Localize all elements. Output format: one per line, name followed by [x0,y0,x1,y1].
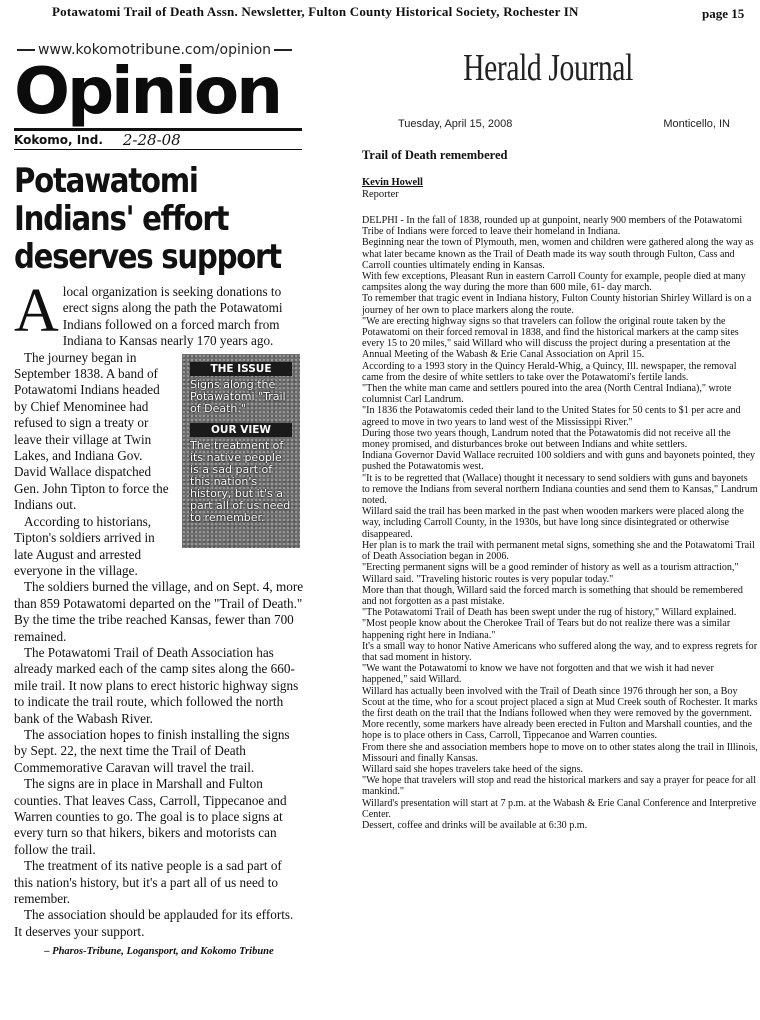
article-paragraph: Willard has actually been involved with the Trail of Death since 1976 through her son, a Boy Scout at the time, who for a scout project placed a sign at Mud Creek south of Rochester. It marks the first death on the trail that the Indians followed when they were removed by the government. [362,685,758,719]
editorial-credit: – Pharos-Tribune, Logansport, and Kokomo Tribune [44,946,274,958]
article-paragraph: "Erecting permanent signs will be a good reminder of history as well as a tourism attraction," Willard said. "Traveling historic routes is very popular today." [362,562,739,585]
article-paragraph: "In 1836 the Potawatomis ceded their land to the United States for 50 cents to $1 per acre and agreed to move in two years to land west of the Mississippi River." [362,405,741,428]
article-paragraph: Her plan is to mark the trail with permanent metal signs, something she and the Potawatomi Trail of Death Association began in 2006. [362,539,755,563]
editorial-paragraph: The soldiers burned the village, and on Sept. 4, more than 859 Potawatomi departed on the "Trail of Death." By the time the tribe reached Kansas, fewer than 700 remained. [14,579,304,644]
editorial-paragraph: The association hopes to finish installing the signs by Sept. 22, the next time the Trail of Death Commemorative Caravan will travel the trail. [14,726,290,775]
issue-label: THE ISSUE [190,362,292,376]
first-paragraph-text: local organization is seeking donations to erect signs along the path the Potawatomi Indians followed on a forced march from Indiana to Kansas nearly 170 years ago. [62,284,283,349]
editorial-body [14,277,304,961]
article-body [362,215,758,831]
article-paragraph: Willard said she hopes travelers take heed of the signs. [362,763,584,775]
article-paragraph: Beginning near the town of Plymouth, men, women and children were gathered along the way as what later became known as the Trail of Death made its way south through Fulton, Cass and Carroll counties ultimately ending in Kansas. [362,237,754,271]
issue-date: Tuesday, April 15, 2008 [398,118,513,130]
newsletter-header: Potawatomi Trail of Death Assn. Newsletter, Fulton County Historical Society, Rochester IN [52,4,579,19]
place-name: Kokomo, Ind. [14,133,103,147]
article-paragraph: Dessert, coffee and drinks will be available at 6:30 p.m. [362,819,588,831]
byline [362,177,758,201]
editorial-paragraph: The treatment of its native people is a sad part of this nation's history, but it's a part all of us need to remember. [14,858,282,907]
editorial-paragraph: The association should be applauded for its efforts. It deserves your support. [14,907,294,939]
editorial-headline: Potawatomi Indians' effort deserves support [14,161,281,277]
article-paragraph: Willard said the trail has been marked in the past when wooden markers were placed along the way, including Carroll County, in the 1930s, but have long since disintegrated or otherwise disappeared. [362,506,744,540]
article-paragraph: To remember that tragic event in Indiana history, Fulton County historian Shirley Willard is on a journey of her own to place markers along the route. [362,293,752,316]
herald-masthead: Herald Journal [463,47,633,89]
handwritten-date: 2-28-08 [122,131,181,149]
opinion-url-text: www.kokomotribune.com/opinion [38,42,272,58]
article-paragraph: Indiana Governor David Wallace recruited 100 soldiers and with guns and bayonets pointed, they pushed the Potawatomis west. [362,450,756,473]
view-text: The treatment of its native people is a sad part of this nation's history, but it's a part all of us need to remember. [190,438,291,524]
herald-clipping [362,46,758,831]
article-paragraph: More than that though, Willard said the forced march is something that should be remembered and not forgotten as a past mistake. [362,584,743,607]
drop-cap: A [14,277,59,345]
issue-text: Signs along the Potawatomi "Trail of Death." [190,377,286,415]
issue-sidebar [182,354,300,548]
article-paragraph: During those two years though, Landrum noted that the Potawatomis did not receive all the money promised, and disturbances broke out between Indians and white settlers. [362,427,731,451]
editorial-paragraph: The Potawatomi Trail of Death Association has already marked each of the camp sites along the 660-mile trail. It now plans to erect historic highway signs to indicate the trail route, which followed the north bank of the Wabash River. [14,644,299,726]
place-row [14,128,302,150]
editorial-first-paragraph [14,277,304,350]
article-paragraph: From there she and association members hope to move on to other states along the trail in Illinois, Missouri and finally Kansas. [362,741,758,764]
article-paragraph: With few exceptions, Pleasant Run in eastern Carroll County for example, people died at many campsites along the way during the more than 600 mile, 61- day march. [362,271,746,294]
article-paragraph: It's a small way to honor Native Americans who suffered along the way, and to express regrets for that sad moment in history. [362,640,758,663]
url-rule-right [274,49,292,51]
author-role: Reporter [362,189,399,200]
article-paragraph: "We are erecting highway signs so that travelers can follow the original route taken by the Potawatomi on their forced removal in 1838, and find the historical markers at the camp sites every 15 to 20 miles," said Willard who will discuss the project during a presentation at the Annual Meeting of the Wabash & Erie Canal Association on April 15. [362,315,739,361]
editorial-paragraph: The signs are in place in Marshall and Fulton counties. That leaves Cass, Carroll, Tippecanoe and Warren counties to go. The goal is to place signs at every turn so that hikers, bikers and motorists can follow the trail. [14,776,287,857]
page-number: page 15 [702,6,745,21]
article-paragraph: "The Potawatomi Trail of Death has been swept under the rug of history," Willard explained. "Most people know about the Cherokee Trail of Tears but do not realize there was a similar happening right here in Indiana." [362,607,737,641]
article-paragraph: Willard's presentation will start at 7 p.m. at the Wabash & Erie Canal Conference and Interpretive Center. [362,797,757,820]
kokomo-clipping [14,42,304,961]
editorial-paragraph: According to historians, Tipton's soldiers arrived in late August and arrested everyone in the village. [14,513,155,578]
url-rule-left [17,49,35,51]
author-name: Kevin Howell [362,177,423,188]
article-paragraph: "We want the Potawatomi to know we have not forgotten and that we wish it had never happened," said Willard. [362,663,714,686]
dateline [362,118,758,130]
article-paragraph: According to a 1993 story in the Quincy Herald-Whig, a Quincy, Ill. newspaper, the removal came from the desire of white settlers to take over the Potawatomi's fertile lands. [362,360,737,383]
article-paragraph: More recently, some markers have already been erected in Fulton and Marshall counties, and the hope is to place others in Cass, Carroll, Tippecanoe and Warren counties. [362,719,753,742]
article-paragraph: DELPHI - In the fall of 1838, rounded up at gunpoint, nearly 900 members of the Potawatomi Tribe of Indians were forced to leave their homeland in Indiana. [362,215,743,238]
article-paragraph: "We hope that travelers will stop and read the historical markers and say a prayer for peace for all mankind." [362,775,756,798]
article-paragraph: "It is to be regretted that (Wallace) thought it necessary to send soldiers with guns and bayonets to remove the Indians from several northern Indiana counties and send them to Kansas," Landrum noted. [362,472,758,507]
article-paragraph: "Then the white man came and settlers poured into the area (North Central Indiana)," wrote columnist Carl Landrum. [362,383,732,406]
article-title: Trail of Death remembered [362,148,508,162]
opinion-banner: Opinion [14,55,280,129]
view-label: OUR VIEW [190,423,292,437]
issue-location: Monticello, IN [663,118,730,130]
editorial-paragraph: The journey began in September 1838. A band of Potawatomi Indians headed by Chief Menominee had refused to sign a treaty or leave their village at Twin Lakes, and Indiana Gov. David Wallace dispatched Gen. John Tipton to force the Indians out. [14,349,169,513]
